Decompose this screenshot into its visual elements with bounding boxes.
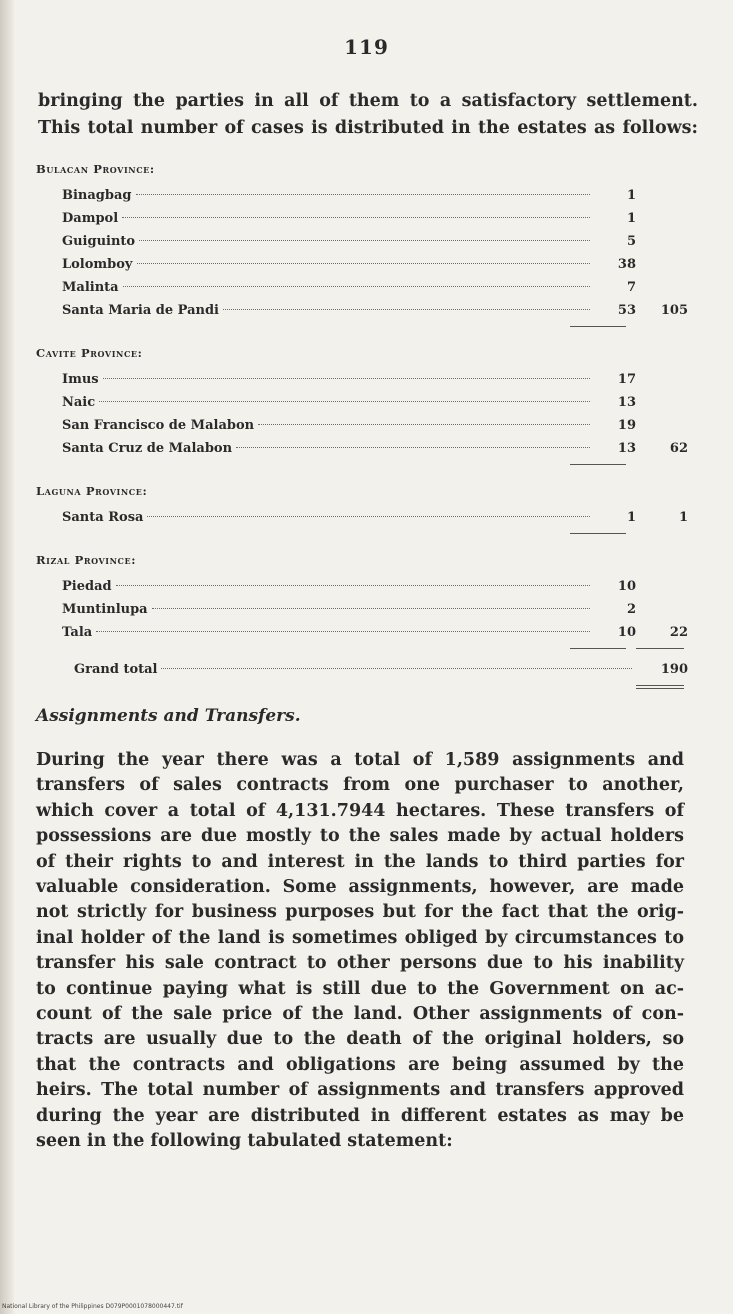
estate-cases: 17 (617, 372, 636, 387)
estate-name-cell (62, 368, 594, 391)
table-row (36, 230, 696, 253)
estate-name: San Francisco de Malabon (62, 418, 255, 433)
estate-cases: 10 (617, 625, 636, 640)
province-subtotal: 105 (660, 303, 688, 318)
estate-name-cell (62, 414, 594, 437)
province-heading: Bulacan Province: (36, 162, 155, 176)
sum-rule (570, 648, 626, 649)
table-row (36, 598, 696, 621)
body-line: valuable consideration. Some assignments, however, are made (36, 877, 684, 898)
double-rule (636, 688, 684, 689)
sum-rule (570, 464, 626, 465)
body-line: tracts are usually due to the death of the original holders, so (36, 1029, 684, 1050)
table-row (36, 621, 696, 644)
leader-dots (136, 194, 591, 195)
estate-name-cell (62, 598, 594, 621)
province-subtotal: 1 (678, 510, 688, 525)
grand-total-value: 190 (660, 662, 688, 677)
sum-rule (636, 648, 684, 649)
estate-name-cell (62, 391, 594, 414)
table-row (36, 414, 696, 437)
leader-dots (139, 240, 590, 241)
province-heading: Laguna Province: (36, 484, 148, 498)
table-row (36, 299, 696, 322)
leader-dots (116, 585, 590, 586)
body-line: During the year there was a total of 1,589 assignments and (36, 750, 684, 770)
body-paragraph (36, 748, 684, 1155)
estate-cases: 13 (617, 395, 636, 410)
sum-rule (570, 533, 626, 534)
estate-name: Malinta (62, 280, 119, 295)
province-heading: Cavite Province: (36, 346, 143, 360)
body-line: transfers of sales contracts from one purchaser to another, (36, 775, 684, 796)
estate-name-cell (62, 276, 594, 299)
table-row (36, 437, 696, 460)
intro-line: This total number of cases is distributed in the estates as follows: (38, 118, 698, 138)
leader-dots (103, 378, 590, 379)
estate-name-cell (62, 184, 594, 207)
table-row (36, 276, 696, 299)
section-title: Assignments and Transfers. (36, 706, 301, 726)
estate-cases: 13 (617, 441, 636, 456)
estate-name-cell (62, 575, 594, 598)
estate-name: Binagbag (62, 188, 132, 203)
estate-name: Santa Cruz de Malabon (62, 441, 233, 456)
footer-credit: National Library of the Philippines D079P0001078000447.tif (2, 1303, 183, 1310)
estate-cases: 7 (626, 280, 636, 295)
table-row (36, 506, 696, 529)
leader-dots (137, 263, 591, 264)
body-line: possessions are due mostly to the sales made by actual holders (36, 826, 684, 847)
grand-total-label: Grand total (74, 662, 158, 677)
body-line: count of the sale price of the land. Other assignments of con- (36, 1004, 684, 1025)
page-edge (0, 0, 14, 1314)
leader-dots (161, 668, 632, 669)
leader-dots (122, 217, 590, 218)
leader-dots (152, 608, 590, 609)
estate-name-cell (62, 437, 594, 460)
intro-line: bringing the parties in all of them to a satisfactory settlement. (38, 91, 698, 111)
estate-name-cell (62, 230, 594, 253)
estate-name: Santa Rosa (62, 510, 144, 525)
estate-name-cell (62, 506, 594, 529)
double-rule (636, 685, 684, 686)
sum-rule (570, 326, 626, 327)
body-line: that the contracts and obligations are being assumed by the (36, 1054, 684, 1075)
body-line: to continue paying what is still due to the Government on ac- (36, 978, 684, 999)
estate-cases: 53 (617, 303, 636, 318)
body-line: of their rights to and interest in the lands to third parties for (36, 851, 684, 872)
body-line: heirs. The total number of assignments and transfers approved (36, 1080, 684, 1101)
province-heading: Rizal Province: (36, 553, 137, 567)
leader-dots (123, 286, 590, 287)
body-line: transfer his sale contract to other persons due to his inability (36, 953, 684, 974)
estate-name-cell (62, 621, 594, 644)
table-row (36, 368, 696, 391)
grand-total-row (36, 658, 696, 681)
estate-name: Lolomboy (62, 257, 133, 272)
estate-name: Piedad (62, 579, 112, 594)
estate-cases: 1 (626, 510, 636, 525)
grand-total-label-cell (74, 658, 636, 681)
body-line: during the year are distributed in different estates as may be (36, 1105, 684, 1126)
body-line: inal holder of the land is sometimes obliged by circumstances to (36, 927, 684, 948)
province-subtotal: 62 (669, 441, 688, 456)
leader-dots (147, 516, 590, 517)
estate-cases: 1 (626, 211, 636, 226)
estate-cases: 10 (617, 579, 636, 594)
estate-name: Muntinlupa (62, 602, 148, 617)
estate-name-cell (62, 253, 594, 276)
leader-dots (236, 447, 590, 448)
leader-dots (96, 631, 590, 632)
estate-name: Imus (62, 372, 99, 387)
body-line: which cover a total of 4,131.7944 hectares. These transfers of (36, 800, 684, 821)
body-line: not strictly for business purposes but for the fact that the orig- (36, 902, 684, 923)
leader-dots (258, 424, 590, 425)
estate-cases: 2 (626, 602, 636, 617)
leader-dots (223, 309, 590, 310)
table-row (36, 184, 696, 207)
estate-name-cell (62, 299, 594, 322)
table-row (36, 207, 696, 230)
estate-cases: 1 (626, 188, 636, 203)
province-subtotal: 22 (669, 625, 688, 640)
estate-cases: 38 (617, 257, 636, 272)
estate-name-cell (62, 207, 594, 230)
estate-name: Guiguinto (62, 234, 136, 249)
estate-name: Dampol (62, 211, 119, 226)
page-number: 119 (344, 35, 389, 59)
body-line: seen in the following tabulated statement: (36, 1131, 453, 1152)
intro-paragraph (38, 88, 698, 142)
estate-name: Naic (62, 395, 96, 410)
estate-name: Tala (62, 625, 93, 640)
table-row (36, 575, 696, 598)
estate-name: Santa Maria de Pandi (62, 303, 219, 318)
table-row (36, 391, 696, 414)
leader-dots (99, 401, 590, 402)
estate-cases: 5 (626, 234, 636, 249)
estate-cases: 19 (617, 418, 636, 433)
table-row (36, 253, 696, 276)
